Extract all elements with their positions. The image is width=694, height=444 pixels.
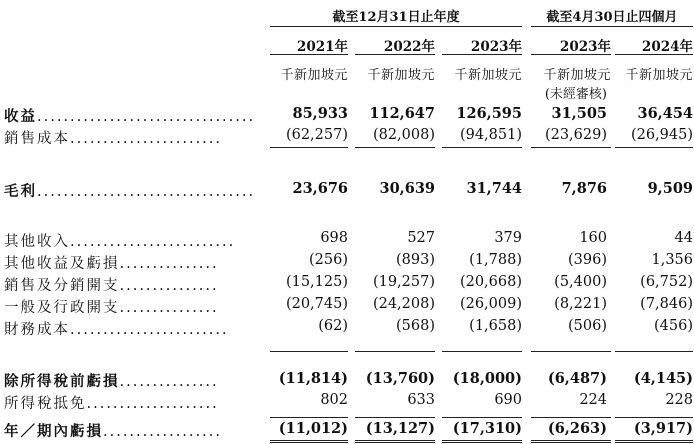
table-cell: 379 bbox=[494, 230, 522, 246]
table-cell: (20,668) bbox=[459, 274, 522, 290]
table-cell: 228 bbox=[665, 392, 693, 408]
header-group-rule-1 bbox=[270, 26, 522, 27]
table-cell: (15,125) bbox=[285, 274, 348, 290]
unit-label: 千新加坡元 bbox=[625, 68, 693, 83]
leader-dots: ................................. bbox=[37, 109, 256, 125]
double-total-rule bbox=[615, 440, 693, 443]
table-cell: (94,851) bbox=[459, 127, 522, 143]
subtotal-rule bbox=[355, 147, 435, 148]
row-label bbox=[4, 296, 219, 317]
row-label bbox=[4, 420, 222, 441]
table-cell: (62) bbox=[318, 318, 348, 334]
subtotal-rule bbox=[442, 351, 522, 352]
subtotal-rule bbox=[615, 147, 693, 148]
table-cell: (20,745) bbox=[285, 296, 348, 312]
year-rule bbox=[270, 54, 348, 55]
leader-dots: ............... bbox=[119, 374, 219, 390]
year-rule bbox=[442, 54, 522, 55]
leader-dots: .................... bbox=[86, 396, 219, 412]
table-cell: (13,760) bbox=[365, 370, 435, 387]
leader-dots: ............... bbox=[119, 278, 219, 294]
year-header-2023-period: 2023年 bbox=[559, 39, 611, 55]
row-label-text: 財務成本 bbox=[4, 322, 70, 338]
table-cell: (6,487) bbox=[547, 370, 607, 387]
header-group-year-ended: 截至12月31日止年度 bbox=[332, 10, 460, 25]
subtotal-rule bbox=[531, 147, 611, 148]
double-total-rule bbox=[270, 440, 348, 443]
year-header-2024-period: 2024年 bbox=[641, 39, 693, 55]
leader-dots: ............... bbox=[119, 256, 219, 272]
row-label-text: 其他收入 bbox=[4, 234, 70, 250]
row-label bbox=[4, 105, 255, 126]
table-cell: (24,208) bbox=[372, 296, 435, 312]
row-label-text: 銷售成本 bbox=[4, 131, 70, 147]
table-cell: (396) bbox=[568, 252, 607, 268]
table-cell: (568) bbox=[396, 318, 435, 334]
table-cell: 527 bbox=[407, 230, 435, 246]
table-cell: (6,752) bbox=[640, 274, 693, 290]
row-label bbox=[4, 127, 222, 148]
table-cell: (62,257) bbox=[285, 127, 348, 143]
table-cell: (82,008) bbox=[372, 127, 435, 143]
row-label bbox=[4, 180, 255, 201]
table-cell: 30,639 bbox=[379, 180, 435, 197]
table-cell: 224 bbox=[579, 392, 607, 408]
table-cell: (1,788) bbox=[469, 252, 522, 268]
year-header-2021: 2021年 bbox=[296, 39, 348, 55]
unit-label: 千新加坡元 bbox=[454, 68, 522, 83]
unit-label: 千新加坡元 bbox=[367, 68, 435, 83]
table-cell: 633 bbox=[407, 392, 435, 408]
table-cell: (26,945) bbox=[630, 127, 693, 143]
table-cell: (6,263) bbox=[547, 420, 607, 437]
subtotal-rule bbox=[531, 351, 611, 352]
total-rule bbox=[442, 417, 522, 418]
table-cell: 690 bbox=[494, 392, 522, 408]
table-cell: 160 bbox=[579, 230, 607, 246]
leader-dots: ................................. bbox=[37, 184, 256, 200]
row-label-text: 除所得稅前虧損 bbox=[4, 373, 120, 390]
subtotal-rule bbox=[270, 147, 348, 148]
table-cell: (3,917) bbox=[633, 420, 693, 437]
double-total-rule bbox=[442, 440, 522, 443]
row-label bbox=[4, 274, 219, 295]
table-cell: (26,009) bbox=[459, 296, 522, 312]
table-cell: (23,629) bbox=[544, 127, 607, 143]
table-cell: (18,000) bbox=[452, 370, 522, 387]
row-label-text: 收益 bbox=[4, 108, 37, 125]
year-rule bbox=[531, 54, 611, 55]
row-label bbox=[4, 318, 229, 339]
table-cell: 112,647 bbox=[369, 105, 435, 122]
subtotal-rule bbox=[442, 147, 522, 148]
row-label bbox=[4, 370, 219, 391]
leader-dots: ......................... bbox=[70, 234, 236, 250]
year-header-2022: 2022年 bbox=[383, 39, 435, 55]
table-cell: 7,876 bbox=[561, 180, 607, 197]
table-cell: (893) bbox=[396, 252, 435, 268]
leader-dots: ............... bbox=[119, 300, 219, 316]
table-cell: (8,221) bbox=[554, 296, 607, 312]
table-cell: (4,145) bbox=[633, 370, 693, 387]
total-rule bbox=[270, 417, 348, 418]
table-cell: 36,454 bbox=[637, 105, 693, 122]
row-label-text: 銷售及分銷開支 bbox=[4, 278, 120, 294]
table-cell: (11,814) bbox=[278, 370, 348, 387]
double-total-rule bbox=[531, 440, 611, 443]
year-header-2023: 2023年 bbox=[470, 39, 522, 55]
table-cell: (11,012) bbox=[278, 420, 348, 437]
row-label bbox=[4, 392, 219, 413]
unit-label: 千新加坡元 bbox=[543, 68, 611, 83]
unaudited-note: (未經審核) bbox=[544, 87, 607, 102]
table-cell: 1,356 bbox=[651, 252, 693, 268]
table-cell: (7,846) bbox=[640, 296, 693, 312]
table-cell: 802 bbox=[320, 392, 348, 408]
table-cell: (19,257) bbox=[372, 274, 435, 290]
year-rule bbox=[615, 54, 693, 55]
table-cell: 126,595 bbox=[456, 105, 522, 122]
table-cell: 23,676 bbox=[292, 180, 348, 197]
row-label-text: 所得稅抵免 bbox=[4, 396, 87, 412]
row-label-text: 其他收益及虧損 bbox=[4, 256, 120, 272]
table-cell: 698 bbox=[320, 230, 348, 246]
header-group-four-months: 截至4月30日止四個月 bbox=[546, 10, 678, 25]
table-cell: (13,127) bbox=[365, 420, 435, 437]
row-label bbox=[4, 230, 235, 251]
leader-dots: .................. bbox=[103, 424, 222, 440]
table-cell: (506) bbox=[568, 318, 607, 334]
subtotal-rule bbox=[270, 351, 348, 352]
table-cell: 31,505 bbox=[551, 105, 607, 122]
header-group-rule-2 bbox=[531, 26, 693, 27]
table-cell: (1,658) bbox=[469, 318, 522, 334]
row-label bbox=[4, 252, 219, 273]
subtotal-rule bbox=[355, 351, 435, 352]
table-cell: (5,400) bbox=[554, 274, 607, 290]
double-total-rule bbox=[355, 440, 435, 443]
leader-dots: ....................... bbox=[70, 131, 223, 147]
row-label-text: 一般及行政開支 bbox=[4, 300, 120, 316]
table-cell: (456) bbox=[654, 318, 693, 334]
year-rule bbox=[355, 54, 435, 55]
table-cell: 31,744 bbox=[466, 180, 522, 197]
total-rule bbox=[615, 417, 693, 418]
table-cell: 85,933 bbox=[292, 105, 348, 122]
unit-label: 千新加坡元 bbox=[280, 68, 348, 83]
table-cell: 44 bbox=[674, 230, 693, 246]
subtotal-rule bbox=[615, 351, 693, 352]
leader-dots: ........................ bbox=[70, 322, 229, 338]
total-rule bbox=[531, 417, 611, 418]
row-label-text: 年／期內虧損 bbox=[4, 423, 103, 440]
table-cell: 9,509 bbox=[647, 180, 693, 197]
table-cell: (256) bbox=[309, 252, 348, 268]
row-label-text: 毛利 bbox=[4, 183, 37, 200]
total-rule bbox=[355, 417, 435, 418]
table-cell: (17,310) bbox=[452, 420, 522, 437]
